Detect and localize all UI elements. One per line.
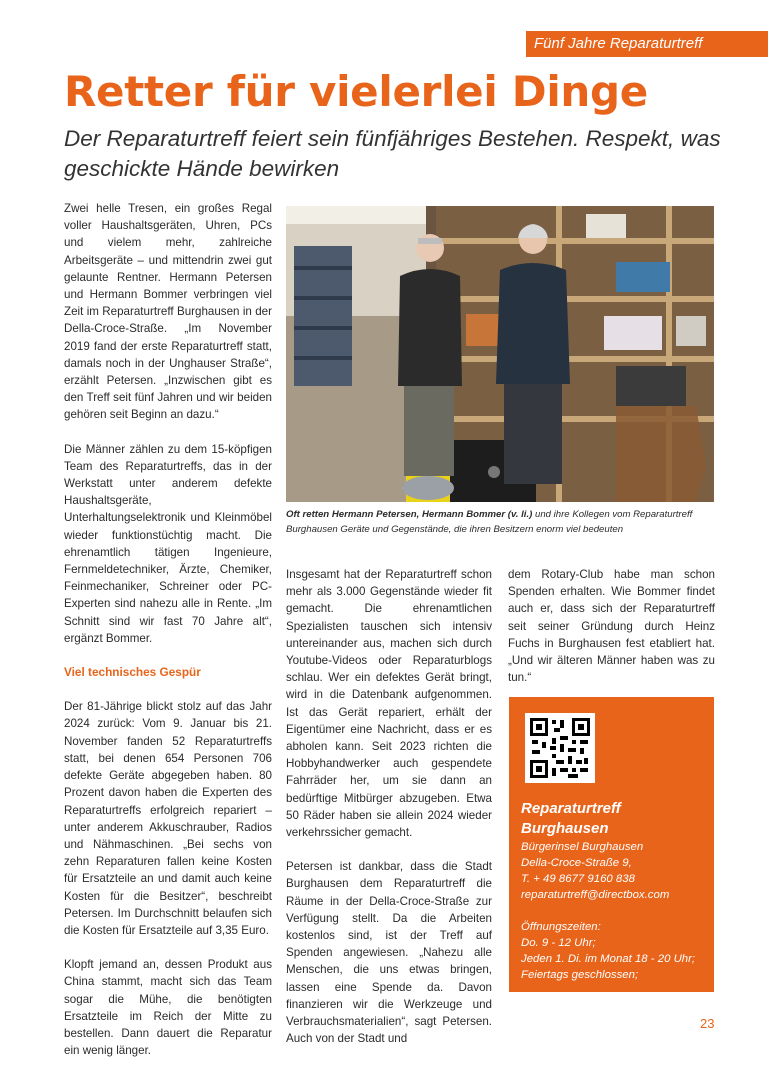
- opening-hours-label: Öffnungszeiten:: [521, 921, 601, 933]
- photo-caption: [286, 507, 714, 537]
- paragraph: Der 81-Jährige blickt stolz auf das Jahr 2024 zurück: Vom 9. Januar bis 21. November fanden 52 Reparaturtreffs statt, bei denen 654 Personen 706 defekte Geräte abgegeben haben. 80 Prozent davon haben die Experten des Reparaturtreffs erfolgreich repariert – unter anderem Akkuschrauber, Radios und Nähmaschinen. „Bei sechs von zehn Reparaturen fallen keine Kosten für Ersatzteile an und damit auch keine Kosten für die Besitzer“, beschreibt Petersen. Im Durchschnitt belaufen sich die Kosten für Ersatzteile auf 3,35 Euro.: [64, 700, 272, 937]
- address-line: Bürgerinsel Burghausen: [521, 841, 644, 853]
- paragraph: dem Rotary-Club habe man schon Spenden erhalten. Wie Bommer findet auch er, dass sich der Reparaturtreff seit seiner Gründung durch Heinz Fuchs in Burghausen fest etabliert hat. „Und wir älteren Männer haben was zu tun.“: [508, 568, 715, 685]
- section-subheading: Viel technisches Gespür: [64, 665, 201, 680]
- paragraph: Die Männer zählen zu dem 15-köpfigen Team des Reparaturtreffs, das in der Werkstatt unter anderem defekte Haushaltsgeräte, Unterhaltungselektronik und Kleinmöbel wieder funktionstüchtig macht. Die ehrenamtlich tätigen Ingenieure, Fernmeldetechniker, Ärzte, Chemiker, Feinmechaniker, Schreiner oder PC-Experten sind nahezu alle in Rente. „Im Schnitt sind wir fast 70 Jahre alt“, ergänzt Bommer.: [64, 442, 272, 645]
- info-title-line: Burghausen: [521, 820, 609, 837]
- address-line: Della-Croce-Straße 9,: [521, 857, 632, 869]
- page-number: 23: [700, 1016, 715, 1031]
- phone-number[interactable]: T. + 49 8677 9160 838: [521, 873, 635, 885]
- workshop-photo-illustration: [286, 206, 714, 502]
- email-link[interactable]: reparaturtreff@directbox.com: [521, 889, 670, 901]
- opening-hours-line: Feiertags geschlossen;: [521, 969, 639, 981]
- info-box: [509, 697, 714, 992]
- info-title-line: Reparaturtreff: [521, 800, 621, 817]
- paragraph: Petersen ist dankbar, dass die Stadt Burghausen dem Reparaturtreff die Räume in der Della-Croce-Straße zur Verfügung stellt. Da die Arbeiten kostenlos sind, ist der Treff auf Spenden angewiesen. „Nahezu alle Menschen, die uns etwas bringen, lassen eine Spende da. Davon finanzieren wir die Werkzeuge und Verbrauchsmaterialien“, sagt Petersen. Auch von der Stadt und: [286, 860, 492, 1046]
- qr-code-icon[interactable]: [525, 713, 595, 783]
- paragraph: Insgesamt hat der Reparaturtreff schon mehr als 3.000 Gegenstände wieder fit gemacht. Die ehrenamtlichen Spezialisten tauschen sich intensiv untereinander aus, machen sich durch Youtube-Videos oder Reparaturblogs schlau. Wer ein defektes Gerät bringt, wird in die Datenbank aufgenommen. Ist das Gerät repariert, erhält der Eigentümer eine Nachricht, dass er es abholen kann. Seit 2023 richten die Hobbyhandwerker auch gespendete Fahrräder her, um sie dann an bedürftige Mitbürger abzugeben. Etwa 50 Räder haben sie allein 2024 wieder verkehrssicher gemacht.: [286, 568, 492, 840]
- article-photo: [286, 206, 714, 502]
- opening-hours-line: Jeden 1. Di. im Monat 18 - 20 Uhr;: [521, 953, 696, 965]
- paragraph: Klopft jemand an, dessen Produkt aus China stammt, macht sich das Team sogar die Mühe, die benötigten Ersatzteile im Reich der Mitte zu bestellen. Dann dauert die Reparatur ein wenig länger.: [64, 958, 272, 1058]
- article-column-3: [508, 566, 715, 703]
- article-column-1: [64, 200, 272, 1076]
- subheadline: Der Reparaturtreff feiert sein fünfjähriges Bestehen. Respekt, was geschickte Hände bewirken: [64, 126, 721, 181]
- caption-bold: Oft retten Hermann Petersen, Hermann Bommer (v. li.): [286, 509, 533, 520]
- paragraph: Zwei helle Tresen, ein großes Regal voller Haushaltsgeräten, Uhren, PCs und vielem mehr, zahlreiche Arbeitsgeräte – und mittendrin zwei gut gelaunte Rentner. Hermann Petersen und Hermann Bommer verbringen viel Zeit im Reparaturtreff Burghausen in der Della-Croce-Straße. „Im November 2019 fand der erste Reparaturtreff statt, damals noch in der Unghauser Straße“, erzählt Petersen. „Inzwischen gibt es den Treff seit fünf Jahren und wir beiden gehören seit Beginn an dazu.“: [64, 202, 272, 422]
- article-column-2: [286, 566, 492, 1064]
- page-title: Retter für vielerlei Dinge: [64, 67, 648, 116]
- caption-text: und ihre Kollegen vom Reparaturtreff Burghausen Geräte und Gegenstände, die ihren Besitzern enorm viel bedeuten: [286, 509, 693, 535]
- opening-hours-line: Do. 9 - 12 Uhr;: [521, 937, 596, 949]
- section-tag: Fünf Jahre Reparaturtreff: [526, 31, 768, 57]
